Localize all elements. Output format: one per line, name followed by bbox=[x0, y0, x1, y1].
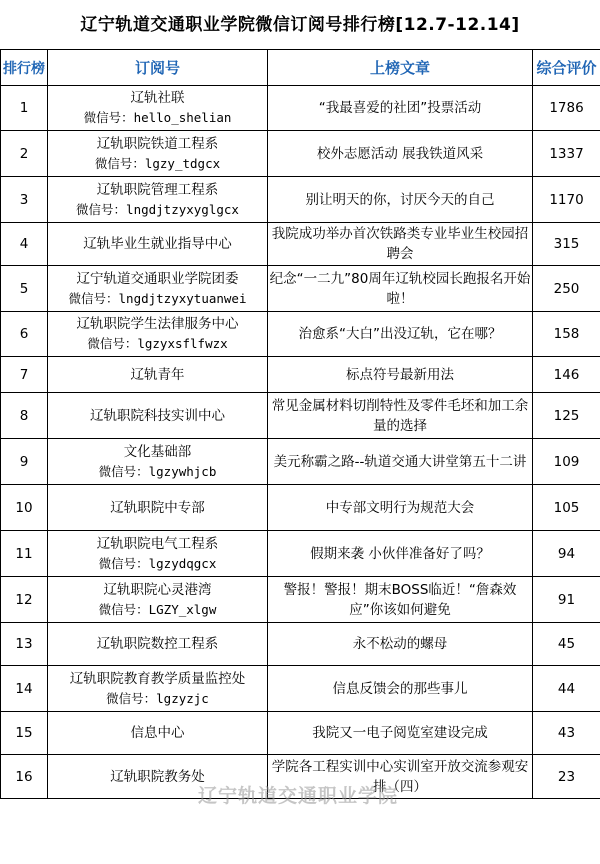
rank-cell: 1 bbox=[1, 86, 48, 131]
score-cell: 23 bbox=[533, 755, 600, 799]
table-row bbox=[1, 577, 600, 623]
rank-cell: 14 bbox=[1, 666, 48, 712]
account-name: 辽轨职院学生法律服务中心 bbox=[76, 316, 239, 332]
account-name: 辽轨职院科技实训中心 bbox=[90, 407, 225, 424]
rank-cell: 9 bbox=[1, 439, 48, 485]
rank-cell: 8 bbox=[1, 393, 48, 439]
rank-cell: 2 bbox=[1, 131, 48, 177]
rank-cell: 10 bbox=[1, 485, 48, 531]
header-article: 上榜文章 bbox=[268, 50, 533, 86]
score-cell: 125 bbox=[533, 393, 600, 439]
table-row bbox=[1, 755, 600, 799]
score-cell: 45 bbox=[533, 623, 600, 666]
score-cell: 91 bbox=[533, 577, 600, 623]
account-cell bbox=[48, 357, 268, 393]
table-row bbox=[1, 131, 600, 177]
header-rank: 排行榜 bbox=[1, 50, 48, 86]
account-cell bbox=[48, 485, 268, 531]
account-name: 辽轨职院数控工程系 bbox=[96, 636, 219, 652]
account-cell bbox=[48, 312, 268, 357]
rank-cell: 16 bbox=[1, 755, 48, 799]
rank-cell: 4 bbox=[1, 223, 48, 266]
article-cell: 纪念“一二九”80周年辽轨校园长跑报名开始啦！ bbox=[268, 266, 533, 312]
wechat-id: 微信号：lngdjtzyxyglgcx bbox=[76, 201, 239, 217]
score-cell: 1170 bbox=[533, 177, 600, 223]
wechat-id: 微信号：lgzy_tdgcx bbox=[94, 155, 221, 171]
table-row bbox=[1, 86, 600, 131]
score-cell: 1337 bbox=[533, 131, 600, 177]
article-cell: “我最喜爱的社团”投票活动 bbox=[268, 86, 533, 131]
ranking-table bbox=[0, 49, 600, 799]
score-cell: 44 bbox=[533, 666, 600, 712]
account-name: 信息中心 bbox=[130, 725, 185, 741]
account-cell bbox=[48, 266, 268, 312]
wechat-id: 微信号：lgzywhjcb bbox=[98, 463, 217, 479]
score-cell: 109 bbox=[533, 439, 600, 485]
account-cell bbox=[48, 439, 268, 485]
rank-cell: 15 bbox=[1, 712, 48, 755]
score-cell: 250 bbox=[533, 266, 600, 312]
account-name: 辽轨职院教务处 bbox=[110, 768, 205, 785]
article-cell: 别让明天的你，讨厌今天的自己 bbox=[268, 177, 533, 223]
article-cell: 警报！警报！期末BOSS临近！“詹森效应”你该如何避免 bbox=[268, 577, 533, 623]
article-cell: 中专部文明行为规范大会 bbox=[268, 485, 533, 531]
wechat-id: 微信号：hello_shelian bbox=[83, 110, 232, 125]
article-cell: 信息反馈会的那些事儿 bbox=[268, 666, 533, 712]
rank-cell: 12 bbox=[1, 577, 48, 623]
article-cell: 校外志愿活动 展我铁道风采 bbox=[268, 131, 533, 177]
account-cell bbox=[48, 666, 268, 712]
score-cell: 105 bbox=[533, 485, 600, 531]
table-row bbox=[1, 312, 600, 357]
account-name: 辽轨职院电气工程系 bbox=[96, 535, 219, 552]
table-row bbox=[1, 357, 600, 393]
rank-cell: 5 bbox=[1, 266, 48, 312]
page-title: 辽宁轨道交通职业学院微信订阅号排行榜[12.7-12.14] bbox=[80, 14, 520, 35]
table-header-row bbox=[1, 50, 600, 86]
article-cell: 我院又一电子阅览室建设完成 bbox=[268, 712, 533, 755]
article-cell: 治愈系“大白”出没辽轨，它在哪？ bbox=[268, 312, 533, 357]
score-cell: 315 bbox=[533, 223, 600, 266]
table-row bbox=[1, 266, 600, 312]
article-cell: 常见金属材料切削特性及零件毛坯和加工余量的选择 bbox=[268, 393, 533, 439]
account-name: 辽轨毕业生就业指导中心 bbox=[83, 236, 232, 252]
account-name: 辽轨青年 bbox=[130, 366, 185, 383]
article-cell: 美元称霸之路--轨道交通大讲堂第五十二讲 bbox=[268, 439, 533, 485]
account-cell bbox=[48, 712, 268, 755]
account-name: 辽轨职院管理工程系 bbox=[96, 181, 219, 198]
score-cell: 1786 bbox=[533, 86, 600, 131]
account-cell bbox=[48, 393, 268, 439]
table-row bbox=[1, 623, 600, 666]
account-cell bbox=[48, 531, 268, 577]
wechat-id: 微信号：LGZY_xlgw bbox=[98, 601, 217, 617]
table-row bbox=[1, 439, 600, 485]
article-cell: 标点符号最新用法 bbox=[268, 357, 533, 393]
rank-cell: 13 bbox=[1, 623, 48, 666]
score-cell: 94 bbox=[533, 531, 600, 577]
account-cell bbox=[48, 755, 268, 799]
account-name: 辽轨职院心灵港湾 bbox=[103, 581, 212, 598]
table-row bbox=[1, 712, 600, 755]
article-cell: 学院各工程实训中心实训室开放交流参观安排（四） bbox=[268, 755, 533, 799]
score-cell: 146 bbox=[533, 357, 600, 393]
wechat-id: 微信号：lgzyzjc bbox=[106, 690, 209, 706]
score-cell: 158 bbox=[533, 312, 600, 357]
account-name: 辽轨职院教育教学质量监控处 bbox=[69, 670, 246, 687]
table-row bbox=[1, 666, 600, 712]
account-cell bbox=[48, 86, 268, 131]
wechat-id: 微信号：lgzydqgcx bbox=[98, 555, 217, 571]
header-score: 综合评价 bbox=[533, 50, 600, 86]
account-cell bbox=[48, 577, 268, 623]
rank-cell: 7 bbox=[1, 357, 48, 393]
article-cell: 假期来袭 小伙伴准备好了吗？ bbox=[268, 531, 533, 577]
table-row bbox=[1, 223, 600, 266]
header-account: 订阅号 bbox=[48, 50, 268, 86]
article-cell: 永不松动的螺母 bbox=[268, 623, 533, 666]
account-name: 辽宁轨道交通职业学院团委 bbox=[76, 270, 239, 287]
rank-cell: 3 bbox=[1, 177, 48, 223]
account-name: 辽轨职院铁道工程系 bbox=[96, 135, 219, 152]
table-row bbox=[1, 177, 600, 223]
wechat-id: 微信号：lgzyxsflfwzx bbox=[87, 336, 228, 351]
rank-cell: 6 bbox=[1, 312, 48, 357]
table-row bbox=[1, 393, 600, 439]
account-cell bbox=[48, 131, 268, 177]
account-cell bbox=[48, 223, 268, 266]
table-row bbox=[1, 531, 600, 577]
watermark: 辽宁轨道交通职业学院 bbox=[198, 785, 399, 807]
wechat-id: 微信号：lngdjtzyxytuanwei bbox=[68, 290, 247, 306]
rank-cell: 11 bbox=[1, 531, 48, 577]
article-cell: 我院成功举办首次铁路类专业毕业生校园招聘会 bbox=[268, 223, 533, 266]
account-name: 文化基础部 bbox=[123, 443, 192, 460]
account-cell bbox=[48, 177, 268, 223]
account-name: 辽轨社联 bbox=[130, 90, 185, 106]
account-name: 辽轨职院中专部 bbox=[110, 499, 205, 516]
table-row bbox=[1, 485, 600, 531]
score-cell: 43 bbox=[533, 712, 600, 755]
account-cell bbox=[48, 623, 268, 666]
